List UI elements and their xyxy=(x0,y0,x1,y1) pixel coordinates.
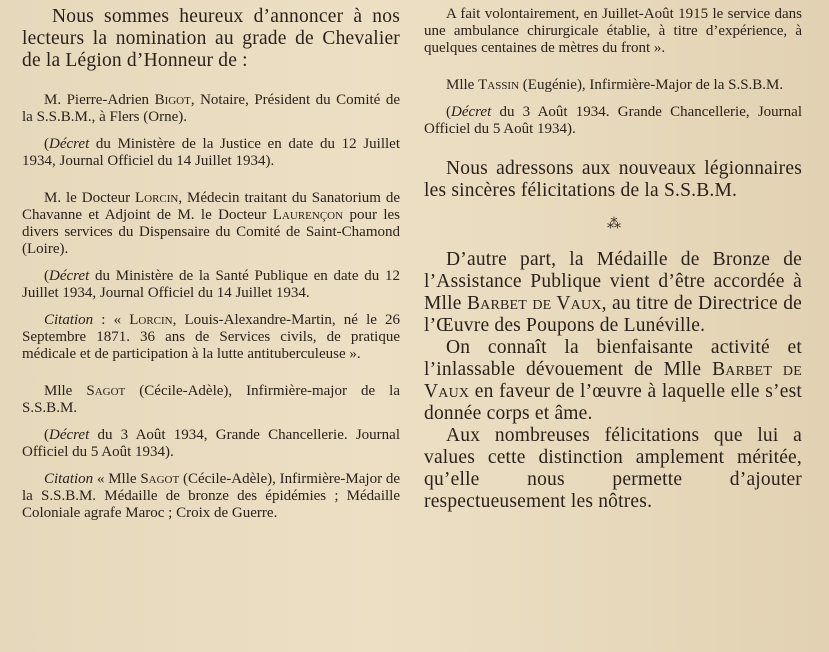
tassin-entry: Mlle Tassin (Eugénie), Infirmière-Major de la S.S.B.M. xyxy=(446,77,784,93)
activite-paragraph: On connaît la bienfaisante activité et l’inlassable dévouement de Mlle Barbet de Vaux en faveur de l’œuvre à laquelle elle s’est donnée corps et âme. xyxy=(424,337,802,424)
laurencon-name: Laurençon xyxy=(272,207,344,223)
medaille-paragraph: D’autre part, la Médaille de Bronze de l’Assistance Publique vient d’être accordée à Mlle Barbet de Vaux, au titre de Directrice de l’Œuvre des Poupons de Lunéville. xyxy=(424,249,803,336)
lorcin-name: Lorcin xyxy=(134,190,179,206)
ornament-icon: ⁂ xyxy=(607,217,619,232)
left-column xyxy=(22,6,400,522)
intro-paragraph: Nous sommes heureux d’annoncer à nos lecteurs la nomination au grade de Chevalier de la Légion d’Honneur de : xyxy=(22,6,400,71)
bigot-name: Bigot xyxy=(154,92,191,108)
lorcin-decret: (Décret du Ministère de la Santé Publique en date du 12 Juillet 1934, Journal Officiel du 14 Juillet 1934. xyxy=(22,268,400,301)
bigot-decret: (Décret du Ministère de la Justice en date du 12 Juillet 1934, Journal Officiel du 14 Juillet 1934). xyxy=(22,136,400,169)
tassin-name: Tassin xyxy=(478,77,520,93)
sagot-entry: Mlle Sagot (Cécile-Adèle), Infirmière-major de la S.S.B.M. xyxy=(22,383,400,416)
lorcin-citation: Citation : « Lorcin, Louis-Alexandre-Martin, né le 26 Septembre 1871. 36 ans de Services civils, de pratique médicale et de participation à la lutte antituberculeuse ». xyxy=(22,312,401,362)
barbet-name-2: Barbet de Vaux xyxy=(424,359,802,402)
lorcin-entry: M. le Docteur Lorcin, Médecin traitant du Sanatorium de Chavanne et Adjoint de M. le Docteur Laurençon pour les divers services du Dispensaire du Comité de Saint-Chamond (Loire). xyxy=(22,190,400,257)
barbet-name: Barbet de Vaux xyxy=(466,293,602,314)
sagot-decret: (Décret du 3 Août 1934, Grande Chancellerie. Journal Officiel du 5 Août 1934). xyxy=(22,427,400,460)
felicitations-paragraph: Nous adressons aux nouveaux légionnaires les sincères félicitations de la S.S.B.M. xyxy=(424,158,802,201)
bigot-entry: M. Pierre-Adrien Bigot, Notaire, Président du Comité de la S.S.B.M., à Flers (Orne). xyxy=(22,92,400,125)
sagot-citation: Citation « Mlle Sagot (Cécile-Adèle), Infirmière-Major de la S.S.B.M. Médaille de bronze des épidémies ; Médaille Coloniale agrafe Maroc ; Croix de Guerre. xyxy=(22,471,400,521)
volontaire-paragraph: A fait volontairement, en Juillet-Août 1915 le service dans une ambulance chirurgicale établie, à titre d’expérience, à quelques centaines de mètres du front ». xyxy=(424,6,802,56)
tassin-decret: (Décret du 3 Août 1934. Grande Chancellerie, Journal Officiel du 5 Août 1934). xyxy=(424,104,802,137)
right-column xyxy=(424,6,802,513)
sagot-name: Sagot xyxy=(86,383,126,399)
conclusion-paragraph: Aux nombreuses félicitations que lui a values cette distinction amplement méritée, qu’elle nous permette d’ajouter respectueusement les nôtres. xyxy=(424,425,802,512)
